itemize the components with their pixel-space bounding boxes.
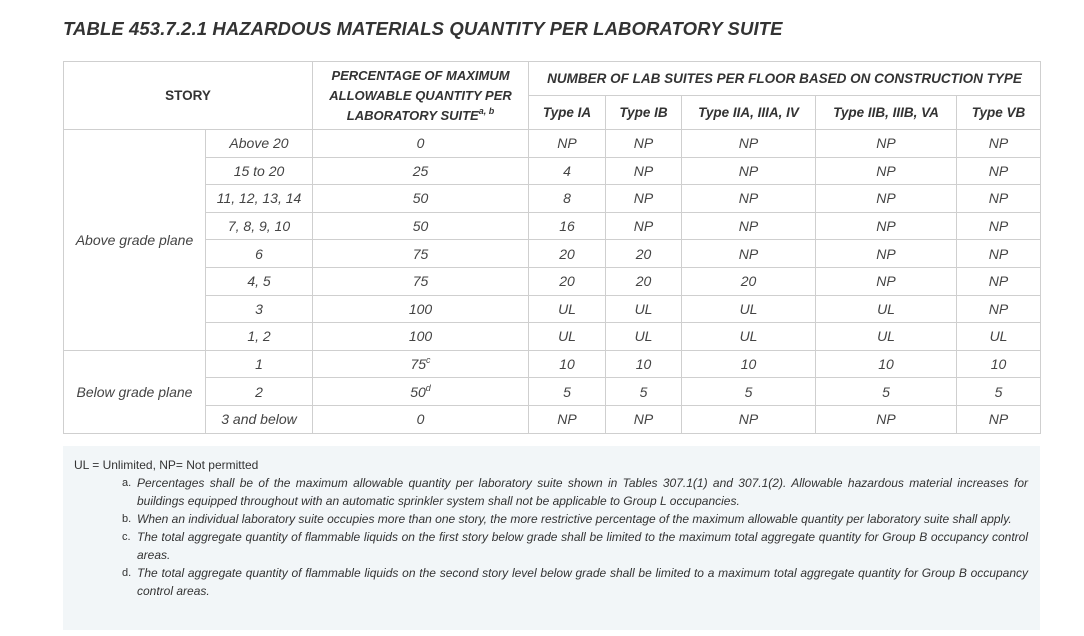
percentage-footnote-ref: d xyxy=(425,382,431,393)
footnote-text: The total aggregate quantity of flammable liquids on the second story level below grade shall be limited to a maximum total aggregate quantity for Group B occupancy control areas. xyxy=(137,566,1028,598)
lab-suite-count-cell: UL xyxy=(816,295,957,323)
footnote-item xyxy=(74,528,1028,564)
footnote-item xyxy=(74,510,1028,528)
lab-suite-count-cell: NP xyxy=(816,267,957,295)
percentage-cell xyxy=(313,405,529,433)
percentage-value: 25 xyxy=(412,162,429,179)
percentage-header-text: PERCENTAGE OF MAXIMUM ALLOWABLE QUANTITY PER LABORATORY SUITE xyxy=(329,67,512,123)
lab-suites-header: NUMBER OF LAB SUITES PER FLOOR BASED ON CONSTRUCTION TYPE xyxy=(529,62,1041,96)
lab-suite-count-cell: NP xyxy=(957,267,1041,295)
percentage-cell xyxy=(313,240,529,268)
percentage-value: 0 xyxy=(416,411,425,428)
footnote-text: The total aggregate quantity of flammable liquids on the first story below grade shall be limited to the maximum total aggregate quantity for Group B occupancy control areas. xyxy=(137,530,1028,562)
lab-suite-count-cell: 5 xyxy=(529,378,606,406)
lab-suite-count-cell: 20 xyxy=(529,267,606,295)
table-row xyxy=(64,240,1041,268)
table-row xyxy=(64,378,1041,406)
percentage-value: 50 xyxy=(412,218,429,235)
footnote-list xyxy=(74,474,1028,600)
story-cell: 3 and below xyxy=(206,405,313,433)
lab-suite-count-cell: NP xyxy=(606,130,682,158)
lab-suite-count-cell: 8 xyxy=(529,185,606,213)
lab-suite-count-cell: UL xyxy=(606,323,682,351)
lab-suite-count-cell: 10 xyxy=(606,350,682,378)
percentage-value: 100 xyxy=(408,300,433,317)
lab-suite-count-cell: NP xyxy=(606,157,682,185)
story-cell: 15 to 20 xyxy=(206,157,313,185)
story-cell: 1, 2 xyxy=(206,323,313,351)
lab-suite-count-cell: 20 xyxy=(529,240,606,268)
story-cell: 11, 12, 13, 14 xyxy=(206,185,313,213)
percentage-cell xyxy=(313,350,529,378)
lab-suite-count-cell: 5 xyxy=(957,378,1041,406)
lab-suite-count-cell: NP xyxy=(682,185,816,213)
lab-suite-count-cell: NP xyxy=(816,212,957,240)
construction-type-header: Type IIA, IIIA, IV xyxy=(682,96,816,130)
lab-suite-count-cell: NP xyxy=(816,130,957,158)
footnote-label: c. xyxy=(122,531,131,543)
percentage-header-sup: a, b xyxy=(478,105,495,116)
footnote-label: b. xyxy=(122,513,132,525)
story-cell: 4, 5 xyxy=(206,267,313,295)
lab-suite-count-cell: NP xyxy=(816,240,957,268)
table-row xyxy=(64,405,1041,433)
percentage-value: 75 xyxy=(410,356,427,373)
story-header: STORY xyxy=(64,62,313,130)
table-row xyxy=(64,350,1041,378)
table-row xyxy=(64,295,1041,323)
lab-suite-count-cell: 20 xyxy=(606,240,682,268)
lab-suite-count-cell: NP xyxy=(957,212,1041,240)
percentage-value: 50 xyxy=(412,190,429,207)
lab-suite-count-cell: NP xyxy=(816,185,957,213)
percentage-cell xyxy=(313,295,529,323)
lab-suite-count-cell: NP xyxy=(682,405,816,433)
table-row xyxy=(64,323,1041,351)
hazmat-table xyxy=(63,61,1041,434)
lab-suite-count-cell: NP xyxy=(957,405,1041,433)
lab-suite-count-cell: NP xyxy=(606,212,682,240)
percentage-cell xyxy=(313,185,529,213)
story-cell: 7, 8, 9, 10 xyxy=(206,212,313,240)
lab-suite-count-cell: UL xyxy=(682,323,816,351)
footnote-label: d. xyxy=(122,567,132,579)
story-cell: 1 xyxy=(206,350,313,378)
lab-suite-count-cell: 5 xyxy=(816,378,957,406)
lab-suite-count-cell: NP xyxy=(682,240,816,268)
lab-suite-count-cell: 20 xyxy=(682,267,816,295)
table-row xyxy=(64,130,1041,158)
lab-suite-count-cell: NP xyxy=(957,157,1041,185)
footnote-text: Percentages shall be of the maximum allowable quantity per laboratory suite shown in Tables 307.1(1) and 307.1(2). Allowable hazardous material increases for buildings equipped throughout with an automatic sprinkler system shall not be applicable to Group L occupancies. xyxy=(137,476,1028,508)
construction-type-header: Type IB xyxy=(606,96,682,130)
percentage-cell xyxy=(313,130,529,158)
percentage-value: 100 xyxy=(408,328,433,345)
lab-suite-count-cell: 10 xyxy=(529,350,606,378)
table-row xyxy=(64,185,1041,213)
lab-suite-count-cell: UL xyxy=(606,295,682,323)
lab-suite-count-cell: NP xyxy=(957,295,1041,323)
footnote-text: When an individual laboratory suite occupies more than one story, the more restrictive percentage of the maximum allowable quantity per laboratory suite shall apply. xyxy=(137,512,1012,526)
percentage-value: 75 xyxy=(412,245,429,262)
lab-suite-count-cell: NP xyxy=(529,405,606,433)
lab-suite-count-cell: NP xyxy=(957,130,1041,158)
percentage-cell xyxy=(313,267,529,295)
story-cell: 6 xyxy=(206,240,313,268)
footnote-item xyxy=(74,474,1028,510)
story-cell: 2 xyxy=(206,378,313,406)
lab-suite-count-cell: UL xyxy=(682,295,816,323)
percentage-cell xyxy=(313,157,529,185)
footnote-item xyxy=(74,564,1028,600)
lab-suite-count-cell: 10 xyxy=(957,350,1041,378)
lab-suite-count-cell: UL xyxy=(529,295,606,323)
grade-group-label: Below grade plane xyxy=(64,350,206,433)
lab-suite-count-cell: NP xyxy=(682,212,816,240)
lab-suite-count-cell: 10 xyxy=(816,350,957,378)
lab-suite-count-cell: UL xyxy=(529,323,606,351)
lab-suite-count-cell: 4 xyxy=(529,157,606,185)
table-title: TABLE 453.7.2.1 HAZARDOUS MATERIALS QUANTITY PER LABORATORY SUITE xyxy=(63,18,783,39)
percentage-header xyxy=(313,62,529,130)
lab-suite-count-cell: UL xyxy=(957,323,1041,351)
legend-note: UL = Unlimited, NP= Not permitted xyxy=(74,458,259,472)
percentage-cell xyxy=(313,323,529,351)
lab-suite-count-cell: NP xyxy=(816,405,957,433)
table-body xyxy=(64,130,1041,434)
table-row xyxy=(64,212,1041,240)
lab-suite-count-cell: NP xyxy=(816,157,957,185)
lab-suite-count-cell: NP xyxy=(957,240,1041,268)
table-row xyxy=(64,267,1041,295)
lab-suite-count-cell: 5 xyxy=(682,378,816,406)
lab-suite-count-cell: 20 xyxy=(606,267,682,295)
percentage-footnote-ref: c xyxy=(426,355,431,366)
percentage-value: 75 xyxy=(412,273,429,290)
lab-suite-count-cell: UL xyxy=(816,323,957,351)
lab-suite-count-cell: 16 xyxy=(529,212,606,240)
construction-type-header: Type IIB, IIIB, VA xyxy=(816,96,957,130)
lab-suite-count-cell: NP xyxy=(957,185,1041,213)
lab-suite-count-cell: NP xyxy=(682,157,816,185)
table-row xyxy=(64,157,1041,185)
percentage-cell xyxy=(313,212,529,240)
footnotes xyxy=(63,446,1040,630)
lab-suite-count-cell: NP xyxy=(606,185,682,213)
lab-suite-count-cell: 10 xyxy=(682,350,816,378)
construction-type-header: Type IA xyxy=(529,96,606,130)
lab-suite-count-cell: 5 xyxy=(606,378,682,406)
lab-suite-count-cell: NP xyxy=(529,130,606,158)
construction-type-header: Type VB xyxy=(957,96,1041,130)
story-cell: Above 20 xyxy=(206,130,313,158)
lab-suite-count-cell: NP xyxy=(606,405,682,433)
footnote-label: a. xyxy=(122,477,132,489)
lab-suite-count-cell: NP xyxy=(682,130,816,158)
percentage-value: 50 xyxy=(410,383,426,400)
grade-group-label: Above grade plane xyxy=(64,130,206,351)
percentage-value: 0 xyxy=(416,135,425,152)
story-cell: 3 xyxy=(206,295,313,323)
percentage-cell xyxy=(313,378,529,406)
